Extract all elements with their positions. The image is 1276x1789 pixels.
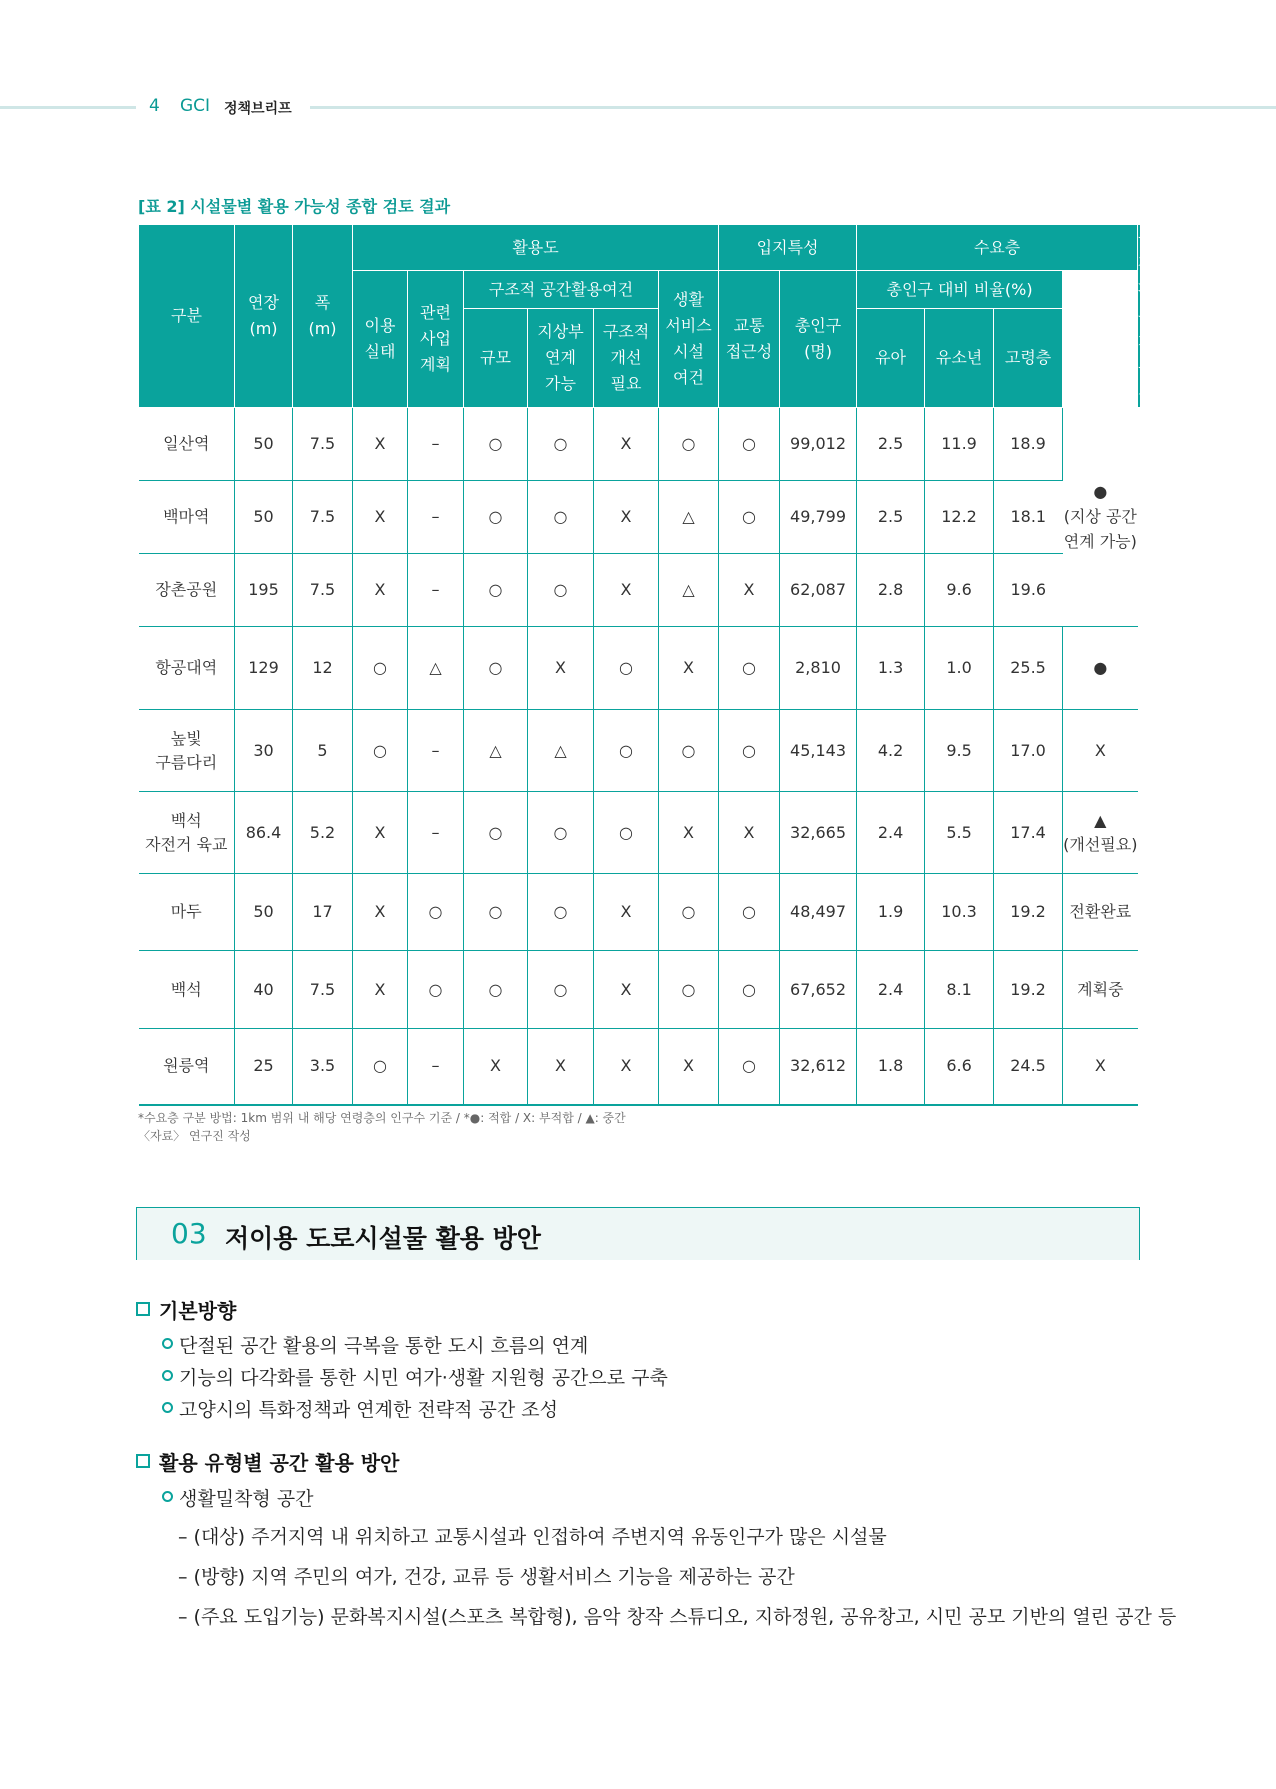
cell-pop: 49,799 xyxy=(780,481,857,554)
header-demand-group: 수요층 xyxy=(857,225,1138,271)
cell-ground: X xyxy=(528,1029,594,1105)
section-heading xyxy=(136,1207,1140,1260)
cell-elderly: 19.6 xyxy=(994,554,1063,627)
heading-basic-label: 기본방향 xyxy=(159,1299,237,1323)
cell-traffic: ○ xyxy=(719,874,780,951)
circle-bullet-icon xyxy=(162,1491,173,1502)
header-rule-left xyxy=(0,106,136,109)
cell-plan: △ xyxy=(408,627,464,710)
cell-traffic: X xyxy=(719,554,780,627)
cell-improve: X xyxy=(594,1029,659,1105)
cell-length: 86.4 xyxy=(235,792,293,874)
header-infant: 유아 xyxy=(857,309,925,408)
cell-scale: X xyxy=(464,1029,528,1105)
header-youth: 유소년 xyxy=(925,309,994,408)
cell-usage: X xyxy=(353,408,408,481)
header-length: 연장 (m) xyxy=(235,225,293,408)
facility-review-table xyxy=(138,224,1154,1106)
cell-name: 장촌공원 xyxy=(139,554,235,627)
table-row xyxy=(139,792,1141,874)
cell-infant: 1.3 xyxy=(857,627,925,710)
cell-service: △ xyxy=(659,481,719,554)
header-usage-group: 활용도 xyxy=(353,225,719,271)
cell-improve: X xyxy=(594,554,659,627)
cell-improve: X xyxy=(594,951,659,1029)
cell-improve: ○ xyxy=(594,792,659,874)
cell-infant: 2.8 xyxy=(857,554,925,627)
cell-width: 12 xyxy=(293,627,353,710)
cell-traffic: ○ xyxy=(719,710,780,792)
cell-traffic: ○ xyxy=(719,951,780,1029)
table-row xyxy=(139,710,1141,792)
cell-name: 마두 xyxy=(139,874,235,951)
cell-length: 50 xyxy=(235,408,293,481)
cell-service: △ xyxy=(659,554,719,627)
cell-plan: – xyxy=(408,710,464,792)
section-title: 저이용 도로시설물 활용 방안 xyxy=(225,1224,541,1253)
cell-width: 7.5 xyxy=(293,408,353,481)
cell-scale: ○ xyxy=(464,627,528,710)
cell-elderly: 25.5 xyxy=(994,627,1063,710)
cell-pop: 48,497 xyxy=(780,874,857,951)
cell-service: ○ xyxy=(659,408,719,481)
cell-width: 5.2 xyxy=(293,792,353,874)
page-header xyxy=(0,92,1276,122)
header-related-plan: 관련 사업 계획 xyxy=(408,271,464,408)
cell-service: ○ xyxy=(659,710,719,792)
cell-infant: 2.4 xyxy=(857,951,925,1029)
cell-infant: 2.5 xyxy=(857,481,925,554)
cell-service: X xyxy=(659,792,719,874)
list-item xyxy=(162,1395,558,1422)
circle-bullet-icon xyxy=(162,1338,173,1349)
table-row xyxy=(139,554,1141,627)
header-possibility: 공간 활용 가능성 xyxy=(1138,225,1141,408)
cell-infant: 1.8 xyxy=(857,1029,925,1105)
series-label: 정책브리프 xyxy=(224,101,292,117)
cell-usage: X xyxy=(353,951,408,1029)
cell-youth: 10.3 xyxy=(925,874,994,951)
cell-youth: 6.6 xyxy=(925,1029,994,1105)
cell-name: 높빛 구름다리 xyxy=(139,710,235,792)
cell-name: 백석 자전거 육교 xyxy=(139,792,235,874)
table-footnote: *수요층 구분 방법: 1km 범위 내 해당 연령층의 인구수 기준 / *●: 적합 / X: 부적합 / ▲: 중간 xyxy=(138,1111,626,1125)
cell-scale: ○ xyxy=(464,408,528,481)
cell-elderly: 17.0 xyxy=(994,710,1063,792)
cell-width: 7.5 xyxy=(293,554,353,627)
cell-pop: 32,612 xyxy=(780,1029,857,1105)
cell-youth: 8.1 xyxy=(925,951,994,1029)
list-item-text: 고양시의 특화정책과 연계한 전략적 공간 조성 xyxy=(179,1399,558,1421)
table-row xyxy=(139,951,1141,1029)
cell-pop: 99,012 xyxy=(780,408,857,481)
list-item xyxy=(162,1484,314,1511)
cell-usage: X xyxy=(353,481,408,554)
cell-length: 25 xyxy=(235,1029,293,1105)
cell-length: 129 xyxy=(235,627,293,710)
header-width: 폭 (m) xyxy=(293,225,353,408)
table-row xyxy=(139,408,1141,481)
cell-pop: 32,665 xyxy=(780,792,857,874)
heading-usage-types xyxy=(136,1447,399,1476)
table-row xyxy=(139,481,1141,554)
cell-youth: 9.6 xyxy=(925,554,994,627)
heading-basic-direction xyxy=(136,1295,236,1324)
list-item xyxy=(162,1331,588,1358)
cell-ground: ○ xyxy=(528,481,594,554)
header-total-pop: 총인구 (명) xyxy=(780,271,857,408)
cell-traffic: ○ xyxy=(719,408,780,481)
header-traffic-access: 교통 접근성 xyxy=(719,271,780,408)
cell-improve: X xyxy=(594,874,659,951)
cell-name: 백석 xyxy=(139,951,235,1029)
cell-possibility: 계획중 xyxy=(1063,951,1138,1029)
cell-width: 5 xyxy=(293,710,353,792)
list-item-text: 기능의 다각화를 통한 시민 여가·생활 지원형 공간으로 구축 xyxy=(179,1367,668,1389)
cell-service: X xyxy=(659,627,719,710)
cell-possibility: X xyxy=(1063,1029,1138,1105)
cell-traffic: X xyxy=(719,792,780,874)
cell-plan: ○ xyxy=(408,951,464,1029)
cell-width: 7.5 xyxy=(293,481,353,554)
cell-traffic: ○ xyxy=(719,1029,780,1105)
table-source: 〈자료〉 연구진 작성 xyxy=(138,1129,251,1143)
cell-youth: 9.5 xyxy=(925,710,994,792)
header-usage-status: 이용 실태 xyxy=(353,271,408,408)
detail-item: – (주요 도입기능) 문화복지시설(스포츠 복합형), 음악 창작 스튜디오, 지하정원, 공유창고, 시민 공모 기반의 열린 공간 등 xyxy=(178,1606,1177,1628)
cell-elderly: 18.1 xyxy=(994,481,1063,554)
cell-usage: ○ xyxy=(353,710,408,792)
header-elderly: 고령층 xyxy=(994,309,1063,408)
cell-possibility: ● xyxy=(1063,627,1138,710)
cell-ground: ○ xyxy=(528,951,594,1029)
cell-ground: ○ xyxy=(528,554,594,627)
brand-label: GCI xyxy=(180,96,211,116)
cell-plan: – xyxy=(408,481,464,554)
header-life-service: 생활 서비스 시설 여건 xyxy=(659,271,719,408)
header-location-group: 입지특성 xyxy=(719,225,857,271)
cell-usage: ○ xyxy=(353,627,408,710)
cell-ground: △ xyxy=(528,710,594,792)
cell-plan: ○ xyxy=(408,874,464,951)
cell-elderly: 18.9 xyxy=(994,408,1063,481)
cell-plan: – xyxy=(408,792,464,874)
header-ratio-group: 총인구 대비 비율(%) xyxy=(857,271,1063,309)
cell-possibility: X xyxy=(1063,710,1138,792)
section-number: 03 xyxy=(171,1217,207,1250)
cell-service: ○ xyxy=(659,874,719,951)
cell-width: 17 xyxy=(293,874,353,951)
table-caption: [표 2] 시설물별 활용 가능성 종합 검토 결과 xyxy=(138,197,451,216)
cell-possibility: ▲ (개선필요) xyxy=(1063,792,1138,874)
square-bullet-icon xyxy=(136,1302,150,1316)
cell-service: X xyxy=(659,1029,719,1105)
header-structural-improve: 구조적 개선 필요 xyxy=(594,309,659,408)
header-gubun: 구분 xyxy=(139,225,235,408)
cell-youth: 5.5 xyxy=(925,792,994,874)
cell-infant: 1.9 xyxy=(857,874,925,951)
circle-bullet-icon xyxy=(162,1402,173,1413)
cell-usage: ○ xyxy=(353,1029,408,1105)
cell-youth: 11.9 xyxy=(925,408,994,481)
cell-possibility-merged: ● (지상 공간 연계 가능) xyxy=(1063,408,1138,627)
cell-length: 40 xyxy=(235,951,293,1029)
cell-traffic: ○ xyxy=(719,627,780,710)
table-row xyxy=(139,874,1141,951)
cell-traffic: ○ xyxy=(719,481,780,554)
cell-length: 30 xyxy=(235,710,293,792)
cell-pop: 62,087 xyxy=(780,554,857,627)
cell-pop: 2,810 xyxy=(780,627,857,710)
table-row xyxy=(139,627,1141,710)
cell-ground: ○ xyxy=(528,874,594,951)
cell-elderly: 19.2 xyxy=(994,874,1063,951)
list-item-text: 단절된 공간 활용의 극복을 통한 도시 흐름의 연계 xyxy=(179,1335,589,1357)
square-bullet-icon xyxy=(136,1454,150,1468)
cell-name: 항공대역 xyxy=(139,627,235,710)
cell-plan: – xyxy=(408,408,464,481)
table-row xyxy=(139,1029,1141,1105)
header-scale: 규모 xyxy=(464,309,528,408)
cell-length: 50 xyxy=(235,874,293,951)
cell-infant: 2.5 xyxy=(857,408,925,481)
cell-improve: X xyxy=(594,481,659,554)
header-rule-right xyxy=(310,106,1276,109)
cell-scale: ○ xyxy=(464,951,528,1029)
cell-usage: X xyxy=(353,792,408,874)
list-item-text: 생활밀착형 공간 xyxy=(179,1488,314,1510)
circle-bullet-icon xyxy=(162,1370,173,1381)
cell-youth: 12.2 xyxy=(925,481,994,554)
header-ground-link: 지상부 연계 가능 xyxy=(528,309,594,408)
cell-service: ○ xyxy=(659,951,719,1029)
cell-plan: – xyxy=(408,1029,464,1105)
cell-improve: ○ xyxy=(594,710,659,792)
cell-scale: ○ xyxy=(464,481,528,554)
cell-length: 50 xyxy=(235,481,293,554)
cell-infant: 2.4 xyxy=(857,792,925,874)
heading-types-label: 활용 유형별 공간 활용 방안 xyxy=(159,1451,400,1475)
header-structural-group: 구조적 공간활용여건 xyxy=(464,271,659,309)
cell-width: 7.5 xyxy=(293,951,353,1029)
cell-elderly: 19.2 xyxy=(994,951,1063,1029)
detail-item: – (방향) 지역 주민의 여가, 건강, 교류 등 생활서비스 기능을 제공하는 공간 xyxy=(178,1566,795,1588)
cell-name: 원릉역 xyxy=(139,1029,235,1105)
cell-usage: X xyxy=(353,874,408,951)
cell-ground: ○ xyxy=(528,408,594,481)
cell-usage: X xyxy=(353,554,408,627)
page-number: 4 xyxy=(149,96,160,116)
detail-item: – (대상) 주거지역 내 위치하고 교통시설과 인접하여 주변지역 유동인구가 많은 시설물 xyxy=(178,1526,887,1548)
cell-improve: X xyxy=(594,408,659,481)
cell-infant: 4.2 xyxy=(857,710,925,792)
cell-elderly: 24.5 xyxy=(994,1029,1063,1105)
cell-length: 195 xyxy=(235,554,293,627)
cell-elderly: 17.4 xyxy=(994,792,1063,874)
cell-pop: 45,143 xyxy=(780,710,857,792)
cell-ground: ○ xyxy=(528,792,594,874)
cell-scale: ○ xyxy=(464,792,528,874)
cell-ground: X xyxy=(528,627,594,710)
cell-youth: 1.0 xyxy=(925,627,994,710)
cell-improve: ○ xyxy=(594,627,659,710)
cell-plan: – xyxy=(408,554,464,627)
cell-width: 3.5 xyxy=(293,1029,353,1105)
cell-scale: ○ xyxy=(464,554,528,627)
list-item xyxy=(162,1363,668,1390)
cell-scale: ○ xyxy=(464,874,528,951)
cell-name: 일산역 xyxy=(139,408,235,481)
cell-name: 백마역 xyxy=(139,481,235,554)
cell-scale: △ xyxy=(464,710,528,792)
cell-possibility: 전환완료 xyxy=(1063,874,1138,951)
cell-pop: 67,652 xyxy=(780,951,857,1029)
